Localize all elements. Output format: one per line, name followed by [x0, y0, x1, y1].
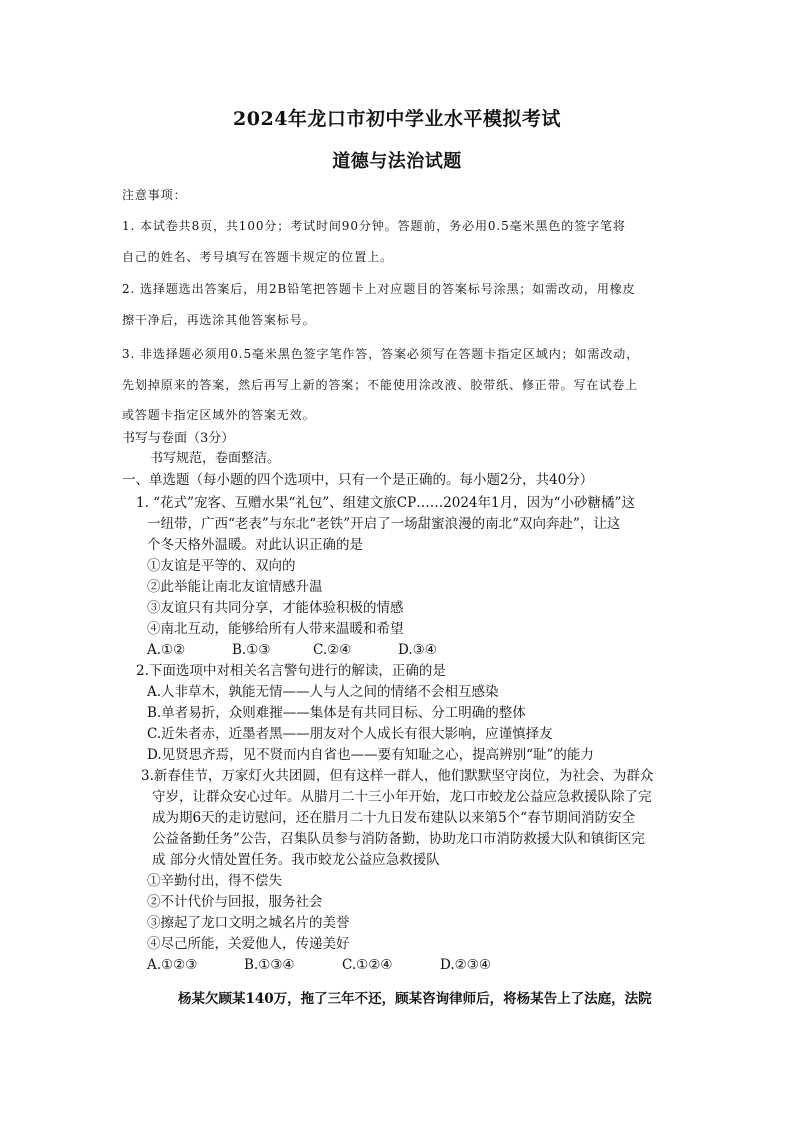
section-heading: 一、单选题（每小题的四个选项中，只有一个是正确的。每小题2分，共40分）	[122, 472, 594, 488]
notice-line: 自己的姓名、考号填写在答题卡规定的位置上。	[122, 250, 393, 264]
notice-line: 2. 选择题选出答案后，用2B铅笔把答题卡上对应题目的答案标号涂黑；如需改动，用橡皮	[122, 282, 636, 296]
question-1-option-c: C.②④	[313, 642, 352, 658]
notice-line: 或答题卡指定区域外的答案无效。	[122, 408, 316, 422]
question-3-option-a: A.①②③	[147, 957, 198, 973]
question-3-stem: 公益备勤任务”公告，召集队员参与消防备勤，协助龙口市消防救援大队和镇街区完	[152, 831, 645, 847]
question-2-option-b: B.单者易折，众则难摧——集体是有共同目标、分工明确的整体	[147, 705, 526, 721]
question-1-item: ③友谊只有共同分享，才能体验积极的情感	[147, 600, 404, 616]
notice-heading: 注意事项：	[122, 188, 187, 202]
question-3-option-b: B.①③④	[244, 957, 295, 973]
question-1-stem: 一纽带，广西“老表”与东北“老铁”开启了一场甜蜜浪漫的南北“双向奔赴”，让这	[147, 516, 621, 532]
question-3-stem: 成为期6天的走访慰问，还在腊月二十九日发布建队以来第5个“春节期间消防安全	[152, 810, 636, 826]
question-1-option-a: A.①②	[147, 642, 186, 658]
question-1-option-b: B.①③	[232, 642, 271, 658]
writing-text: 书写规范，卷面整洁。	[150, 451, 281, 466]
question-3-item: ②不计代价与回报，服务社会	[147, 894, 323, 910]
question-1-stem: 个冬天格外温暖。对此认识正确的是	[147, 537, 363, 553]
writing-heading: 书写与卷面（3分）	[122, 431, 235, 446]
question-3-stem: 成 部分火情处置任务。我市蛟龙公益应急救援队	[152, 852, 440, 868]
question-4-stem: 杨某欠顾某140万，拖了三年不还，顾某咨询律师后，将杨某告上了法庭，法院	[178, 991, 652, 1007]
question-3-option-d: D.②③④	[440, 957, 491, 973]
question-2-option-d: D.见贤思齐焉，见不贤而内自省也——要有知耻之心，提高辨别“耻”的能力	[147, 747, 594, 763]
question-3-item: ①辛勤付出，得不偿失	[147, 873, 282, 889]
question-2-option-a: A.人非草木，孰能无情——人与人之间的情绪不会相互感染	[147, 684, 499, 700]
question-1-option-d: D.③④	[398, 642, 437, 658]
question-1-item: ④南北互动，能够给所有人带来温暖和希望	[147, 621, 404, 637]
question-1-stem: 1. “花式”宠客、互赠水果“礼包”、组建文旅CP……2024年1月，因为“小砂糖橘”这	[136, 495, 635, 511]
question-3-stem: 守岁，让群众安心过年。从腊月二十三小年开始，龙口市蛟龙公益应急救援队除了完	[152, 789, 652, 805]
exam-title: 2024年龙口市初中学业水平模拟考试	[233, 108, 561, 130]
question-3-item: ③擦起了龙口文明之城名片的美誉	[147, 915, 350, 931]
question-3-option-c: C.①②④	[342, 957, 393, 973]
question-1-item: ①友谊是平等的、双向的	[147, 558, 296, 574]
notice-line: 擦干净后，再选涂其他答案标号。	[122, 313, 316, 327]
notice-line: 先划掉原来的答案，然后再写上新的答案；不能使用涂改液、胶带纸、修正带。写在试卷上	[122, 378, 639, 392]
question-2-stem: 2.下面选项中对相关名言警句进行的解读，正确的是	[136, 663, 446, 679]
notice-line: 3. 非选择题必须用0.5毫米黑色签字笔作答，答案必须写在答题卡指定区域内；如需改动，	[122, 347, 640, 361]
question-1-item: ②此举能让南北友谊情感升温	[147, 579, 323, 595]
question-2-option-c: C.近朱者赤，近墨者黑——朋友对个人成长有很大影响，应谨慎择友	[147, 726, 553, 742]
question-3-stem: 3.新春佳节，万家灯火共团圆，但有这样一群人，他们默默坚守岗位，为社会、为群众	[141, 768, 654, 784]
exam-subtitle: 道德与法治试题	[332, 151, 462, 172]
question-3-item: ④尽己所能，关爱他人，传递美好	[147, 936, 350, 952]
notice-line: 1. 本试卷共8页，共100分；考试时间90分钟。答题前，务必用0.5毫米黑色的签字笔将	[122, 219, 626, 233]
